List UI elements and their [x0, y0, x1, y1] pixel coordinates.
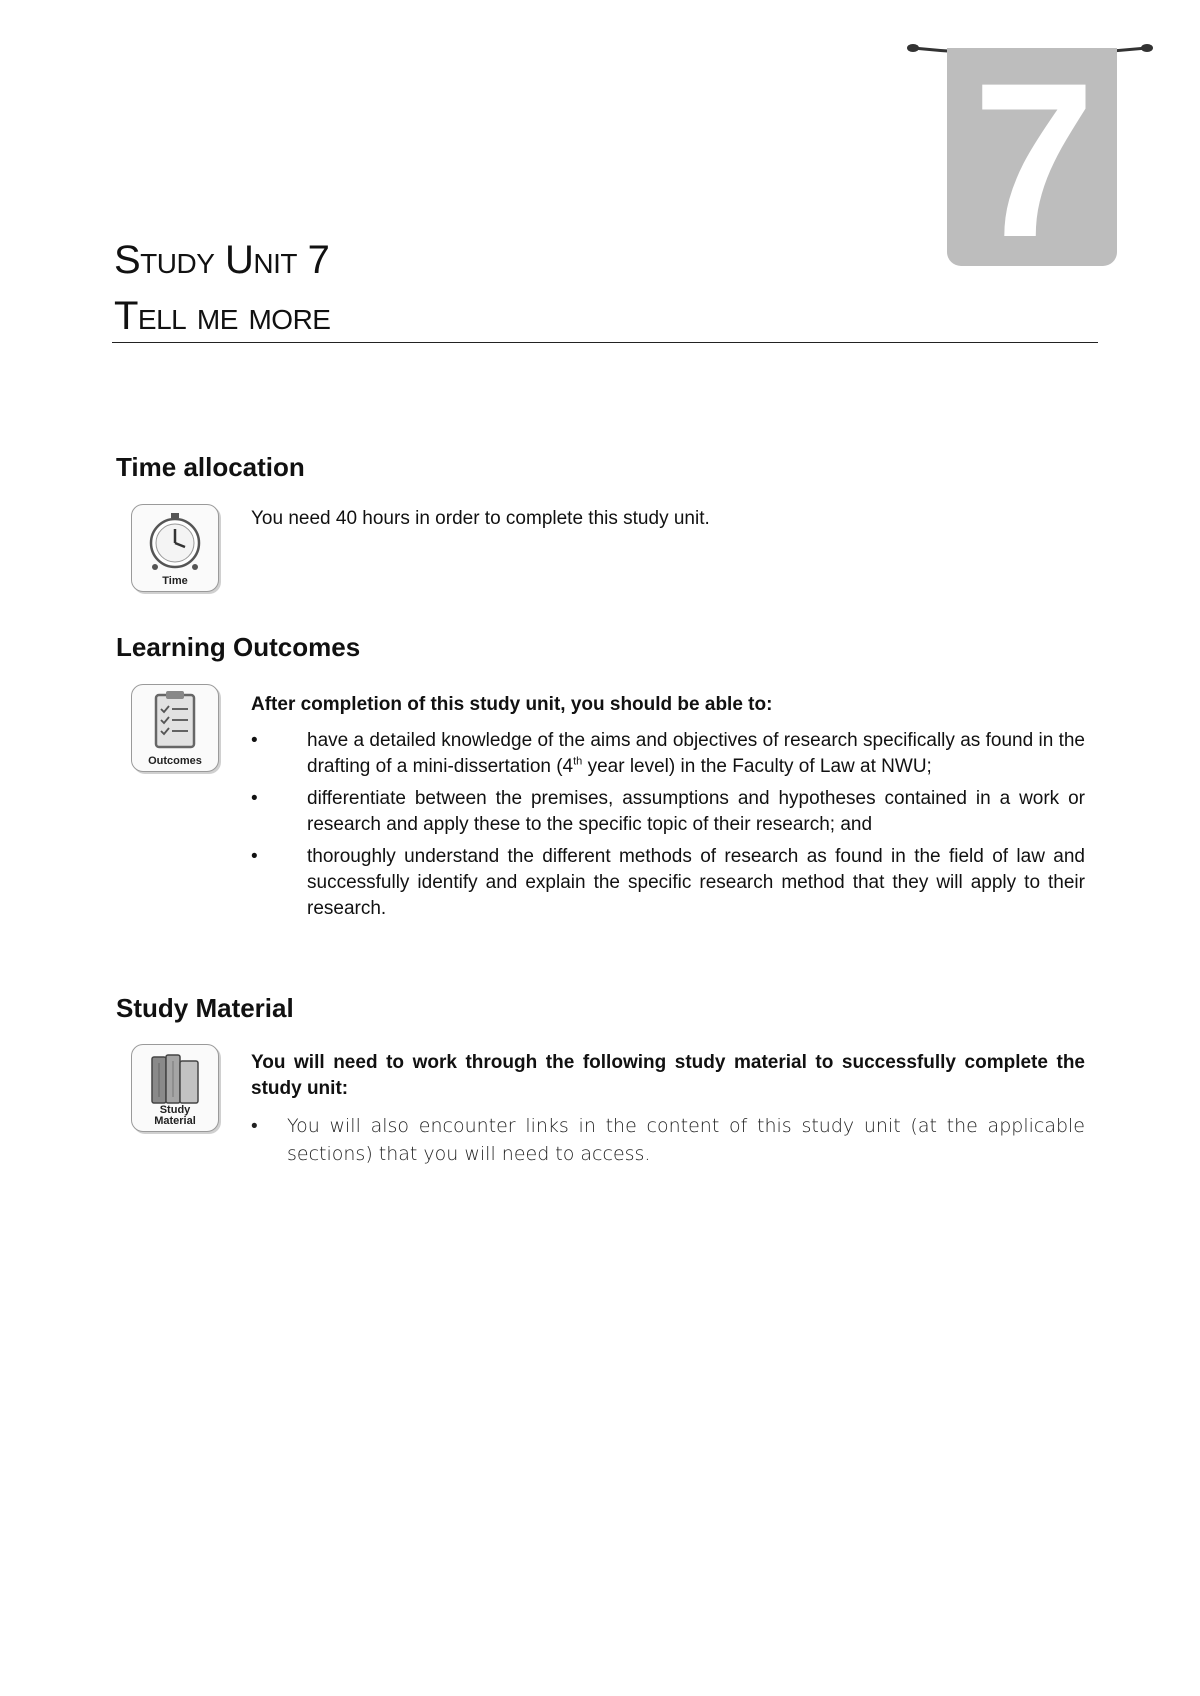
learning-outcomes-body — [251, 692, 1085, 928]
material-item-1-text: You will also encounter links in the content of this study unit (at the applicable sections) that you will need to access. — [287, 1115, 1085, 1165]
time-allocation-heading: Time allocation — [116, 452, 305, 482]
time-icon-box — [131, 504, 219, 592]
bullet-icon: • — [251, 846, 258, 867]
list-item — [251, 728, 1085, 780]
list-item — [251, 1112, 1085, 1168]
material-icon-label-line2: Material — [154, 1115, 196, 1127]
bullet-icon: • — [251, 730, 258, 751]
unit-number: 7 — [972, 37, 1092, 283]
study-material-body — [251, 1050, 1085, 1168]
outcomes-list — [251, 728, 1085, 922]
unit-number-badge — [947, 37, 1117, 283]
outcome-1-text-end: year level) in the Faculty of Law at NWU; — [582, 756, 932, 777]
list-item — [251, 844, 1085, 922]
title-line-2: Tell me more — [114, 294, 331, 338]
outcome-3-text: thoroughly understand the different methods of research as found in the field of law and successfully identify and explain the specific research method that they will apply to their research. — [307, 846, 1085, 919]
title-divider — [112, 342, 1098, 343]
superscript-th: th — [573, 755, 583, 768]
alarm-clock-icon — [132, 507, 218, 577]
list-item — [251, 786, 1085, 838]
material-icon-label — [132, 1105, 218, 1127]
outcomes-icon-box — [131, 684, 219, 772]
books-icon — [132, 1049, 218, 1111]
learning-outcomes-heading: Learning Outcomes — [116, 632, 361, 662]
title-line-1: Study Unit 7 — [114, 238, 330, 282]
page-title — [114, 232, 330, 344]
clipboard-checklist-icon — [132, 687, 218, 757]
bullet-icon: • — [251, 788, 258, 809]
study-material-heading: Study Material — [116, 993, 294, 1023]
material-intro: You will need to work through the following study material to successfully complete the study unit: — [251, 1052, 1085, 1099]
bullet-icon: • — [251, 1115, 258, 1137]
time-icon-label: Time — [162, 575, 188, 587]
outcome-2-text: differentiate between the premises, assumptions and hypotheses contained in a work or research and apply these to the specific topic of their research; and — [307, 788, 1085, 835]
time-allocation-text: You need 40 hours in order to complete this study unit. — [251, 508, 710, 529]
material-icon-label-line1: Study — [159, 1104, 191, 1116]
outcomes-intro: After completion of this study unit, you should be able to: — [251, 694, 773, 715]
outcome-1-text: have a detailed knowledge of the aims and objectives of research specifically as found in the drafting of a mini-dissertation (4 — [307, 730, 1085, 777]
material-icon-box — [131, 1044, 219, 1132]
outcomes-icon-label: Outcomes — [148, 755, 202, 767]
material-list — [251, 1112, 1085, 1168]
